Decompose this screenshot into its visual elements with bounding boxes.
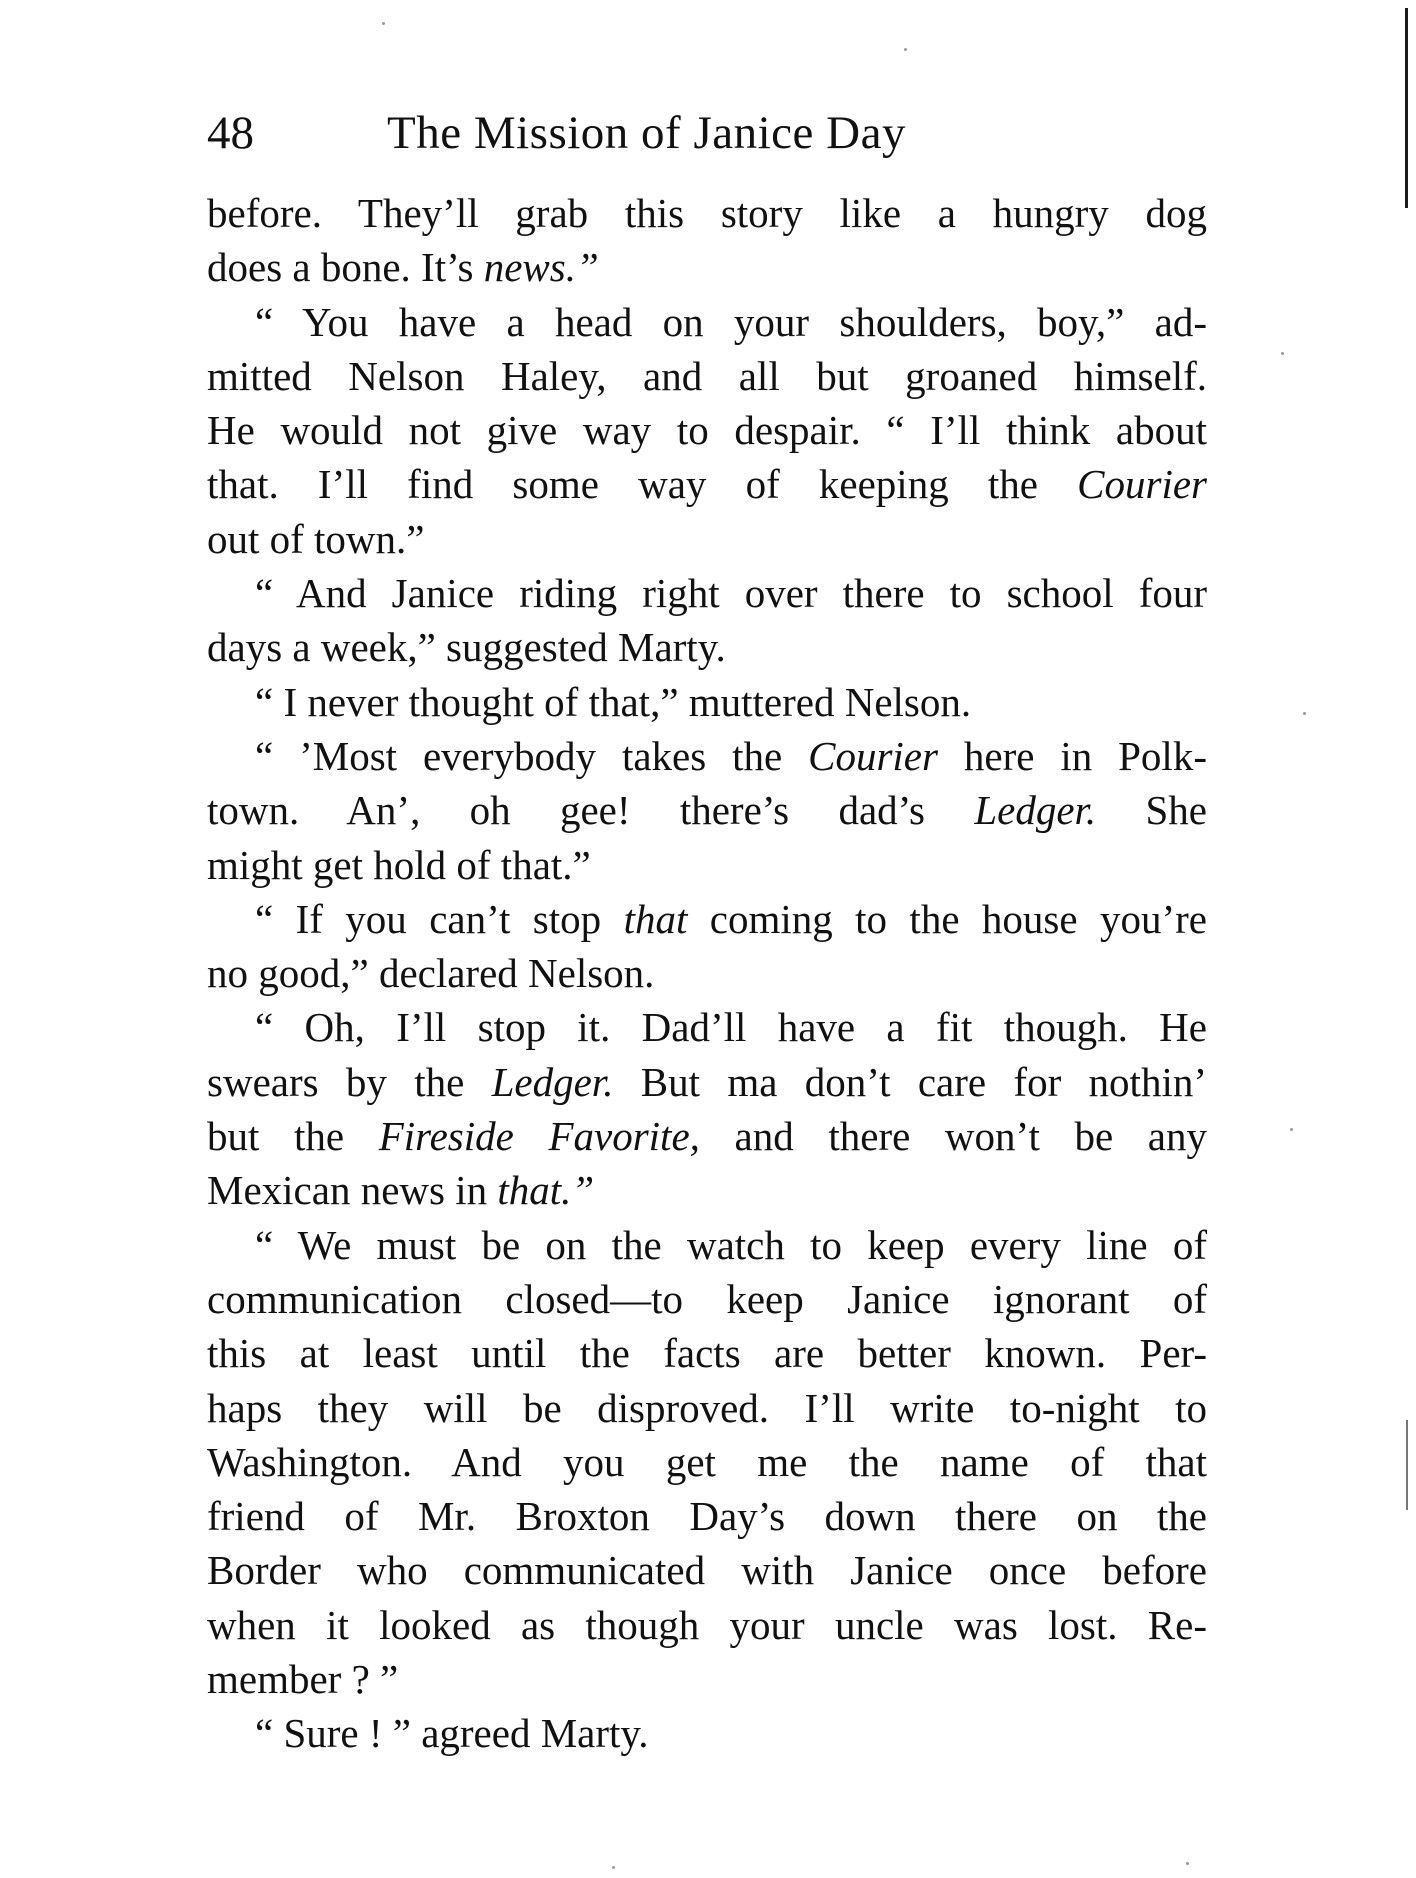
text-line: does a bone. It’s news.” xyxy=(207,244,599,291)
text-line: no good,” declared Nelson. xyxy=(207,950,655,997)
body-text xyxy=(207,186,1207,1761)
text-line: Washington. And you get me the name of that xyxy=(207,1438,1207,1485)
text-line: mitted Nelson Haley, and all but groaned himself. xyxy=(207,352,1207,399)
text-line: might get hold of that.” xyxy=(207,841,591,888)
scan-speck xyxy=(1281,352,1284,355)
text-line: “ ’Most everybody takes the Courier here in Polk- xyxy=(255,732,1207,779)
text-line: this at least until the facts are better known. Per- xyxy=(207,1330,1207,1377)
scan-speck xyxy=(382,22,385,25)
text-line: “ If you can’t stop that coming to the house you’re xyxy=(255,895,1207,942)
text-line: when it looked as though your uncle was lost. Re- xyxy=(207,1601,1207,1648)
text-line: but the Fireside Favorite, and there won’t be any xyxy=(207,1113,1207,1160)
text-line: haps they will be disproved. I’ll write to-night to xyxy=(207,1384,1207,1431)
text-line: “ We must be on the watch to keep every line of xyxy=(255,1221,1207,1268)
text-line: member ? ” xyxy=(207,1656,399,1703)
text-line: “ I never thought of that,” muttered Nelson. xyxy=(255,678,972,725)
page-number: 48 xyxy=(207,107,254,159)
scan-speck xyxy=(1290,1128,1293,1131)
scan-edge-mark xyxy=(1405,8,1408,208)
text-line: “ And Janice riding right over there to school four xyxy=(255,570,1207,617)
running-title: The Mission of Janice Day xyxy=(387,107,906,159)
text-line: days a week,” suggested Marty. xyxy=(207,624,726,671)
scan-speck xyxy=(1303,712,1306,715)
scan-edge-mark-lower xyxy=(1406,1420,1408,1510)
text-line: that. I’ll find some way of keeping the Courier xyxy=(207,461,1207,508)
text-line: Border who communicated with Janice once before xyxy=(207,1547,1207,1594)
text-line: friend of Mr. Broxton Day’s down there on the xyxy=(207,1493,1207,1540)
text-line: Mexican news in that.” xyxy=(207,1167,595,1214)
text-line: “ You have a head on your shoulders, boy,” ad- xyxy=(255,298,1207,345)
text-line: He would not give way to despair. “ I’ll think about xyxy=(207,407,1207,454)
scan-speck xyxy=(612,1866,615,1869)
text-line: communication closed—to keep Janice ignorant of xyxy=(207,1275,1207,1322)
text-line: “ Sure ! ” agreed Marty. xyxy=(255,1710,649,1757)
text-line: out of town.” xyxy=(207,515,425,562)
scan-speck xyxy=(1186,1862,1189,1865)
text-line: before. They’ll grab this story like a hungry dog xyxy=(207,190,1207,236)
text-line: swears by the Ledger. But ma don’t care for nothin’ xyxy=(207,1058,1207,1105)
scan-speck xyxy=(904,48,907,51)
running-header xyxy=(207,98,1207,168)
text-line: town. An’, oh gee! there’s dad’s Ledger. She xyxy=(207,787,1207,834)
text-line: “ Oh, I’ll stop it. Dad’ll have a fit though. He xyxy=(255,1004,1207,1051)
